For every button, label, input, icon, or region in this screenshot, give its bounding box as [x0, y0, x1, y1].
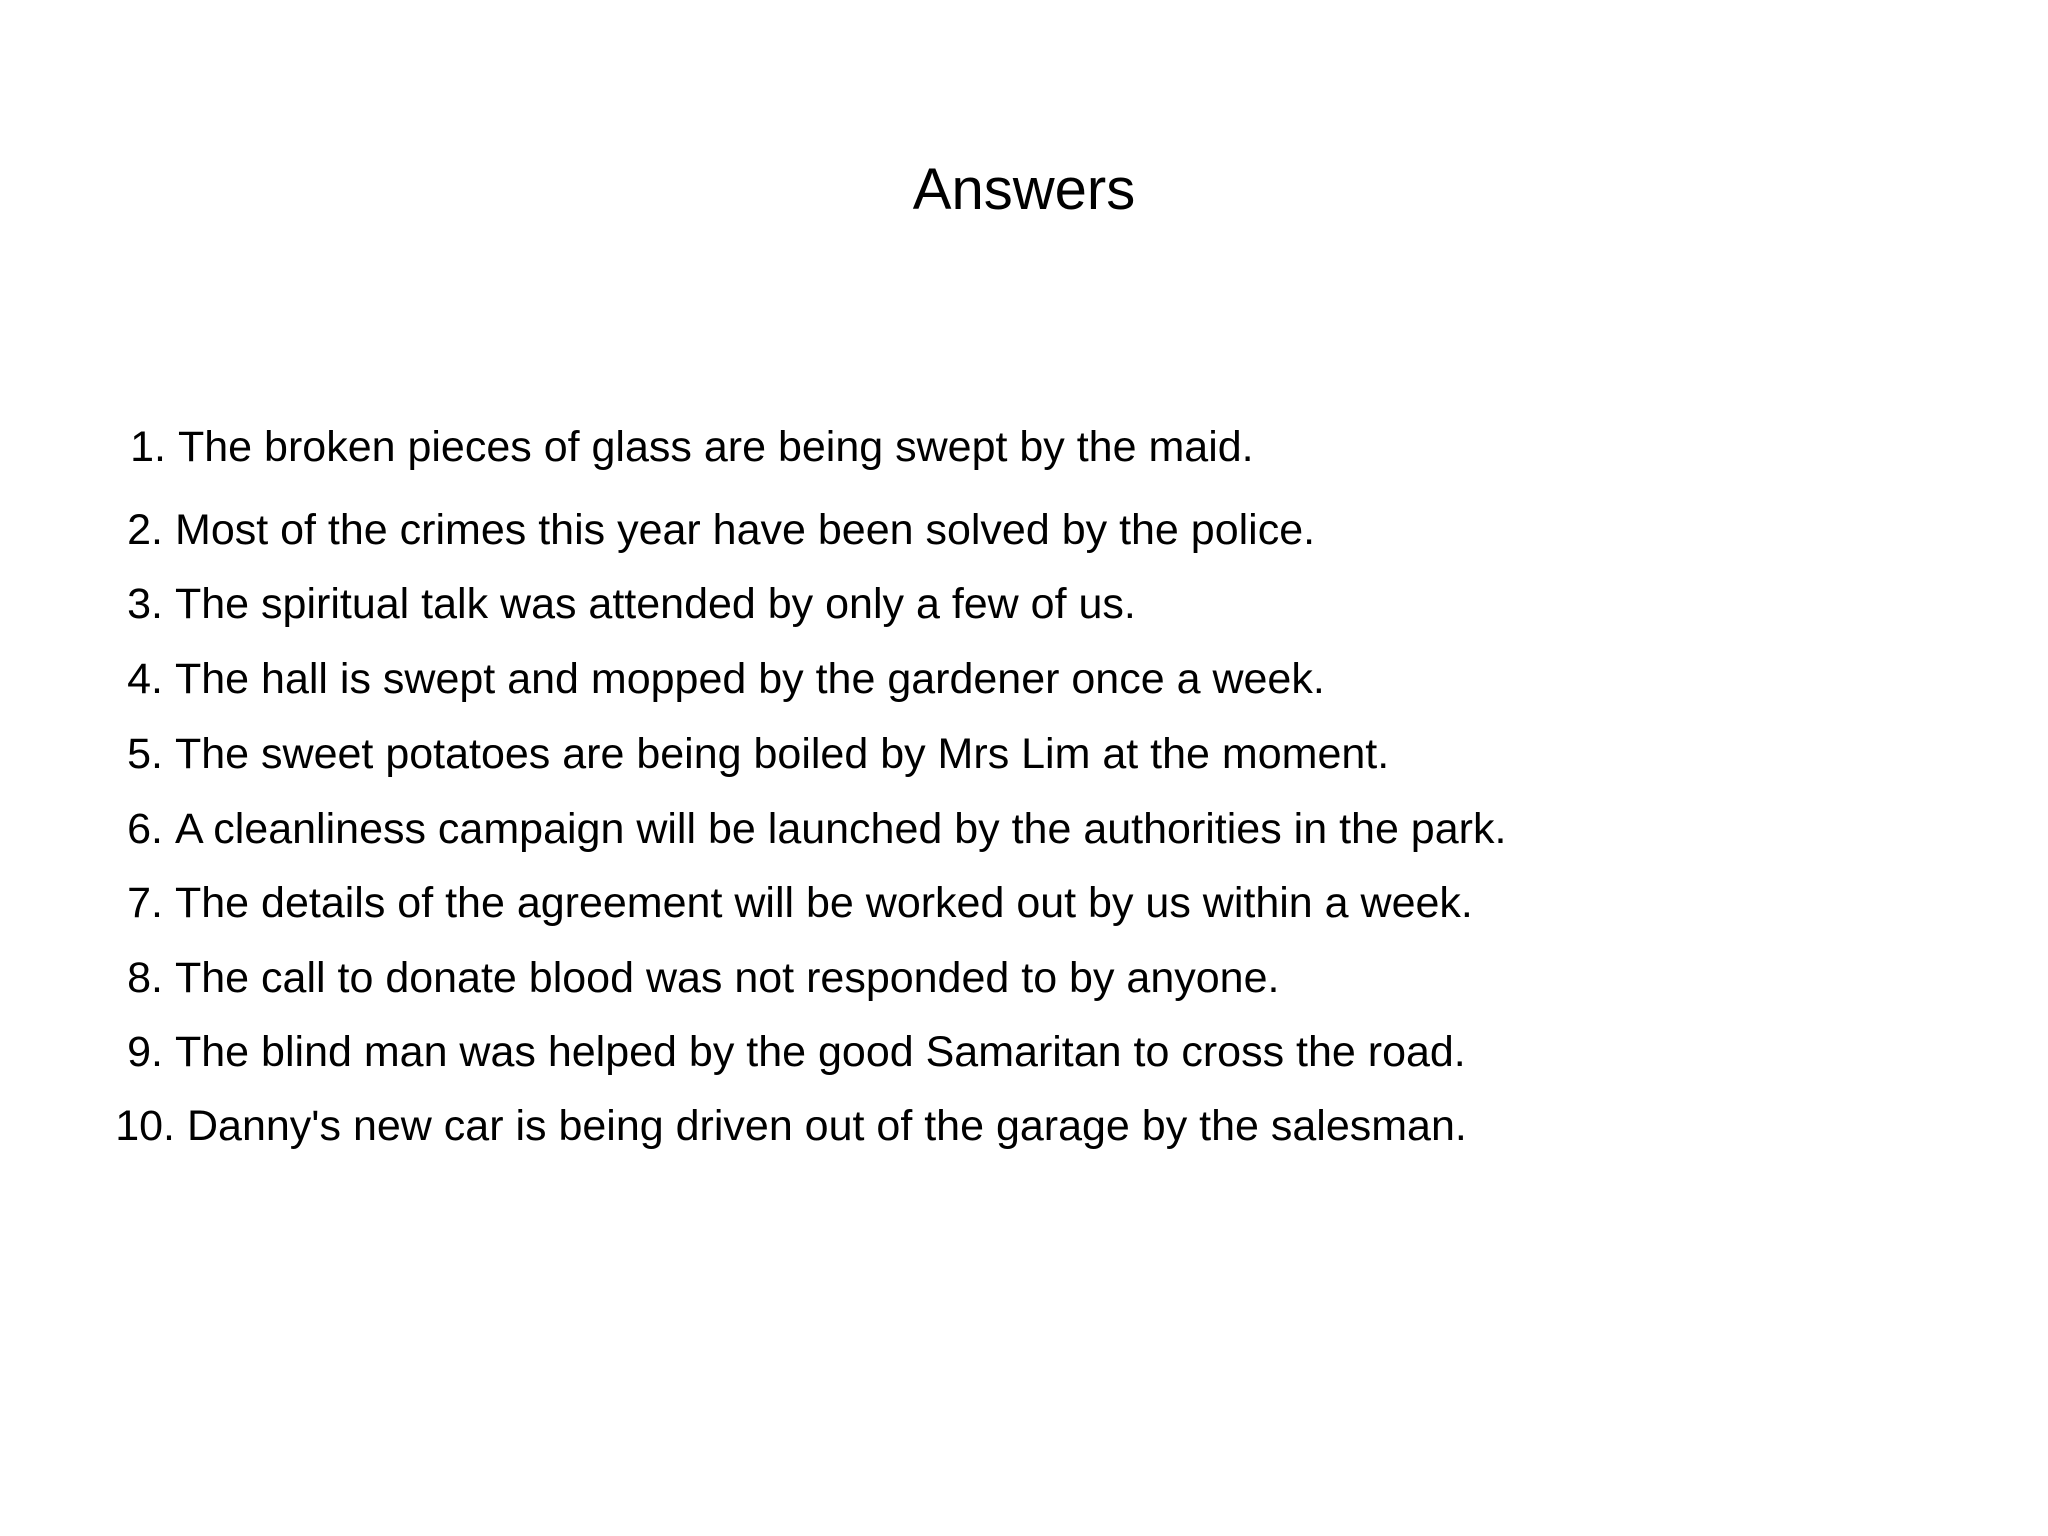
slide-title: Answers	[912, 157, 1136, 222]
answer-text: A cleanliness campaign will be launched by the authorities in the park.	[175, 805, 1507, 853]
answer-item-9	[0, 1026, 1466, 1078]
answer-text: The call to donate blood was not responded to by anyone.	[175, 954, 1280, 1002]
answer-number: 7.	[127, 879, 163, 927]
answer-number: 8.	[127, 954, 163, 1002]
answer-item-4	[0, 653, 1325, 705]
answer-number: 10.	[115, 1102, 175, 1150]
answer-text: The blind man was helped by the good Samaritan to cross the road.	[175, 1028, 1466, 1076]
answer-item-6	[0, 803, 1506, 855]
answer-item-2	[0, 504, 1315, 556]
answer-number: 6.	[127, 805, 163, 853]
answer-number: 9.	[127, 1028, 163, 1076]
answer-number: 2.	[127, 506, 163, 554]
answer-text: Most of the crimes this year have been solved by the police.	[175, 506, 1316, 554]
answer-item-8	[0, 952, 1279, 1004]
answer-number: 1.	[130, 423, 166, 471]
answer-text: Danny's new car is being driven out of the garage by the salesman.	[187, 1102, 1467, 1150]
answer-item-7	[0, 877, 1473, 929]
answer-item-5	[0, 728, 1389, 780]
answer-item-10	[0, 1100, 1467, 1152]
answer-text: The broken pieces of glass are being swept by the maid.	[178, 423, 1254, 471]
answer-item-1	[0, 421, 1254, 473]
answer-number: 3.	[127, 580, 163, 628]
answer-number: 5.	[127, 730, 163, 778]
answer-number: 4.	[127, 655, 163, 703]
answer-text: The spiritual talk was attended by only a few of us.	[175, 580, 1136, 628]
answer-text: The sweet potatoes are being boiled by Mrs Lim at the moment.	[175, 730, 1390, 778]
answer-item-3	[0, 578, 1136, 630]
answer-text: The details of the agreement will be worked out by us within a week.	[175, 879, 1473, 927]
answer-text: The hall is swept and mopped by the gardener once a week.	[175, 655, 1325, 703]
